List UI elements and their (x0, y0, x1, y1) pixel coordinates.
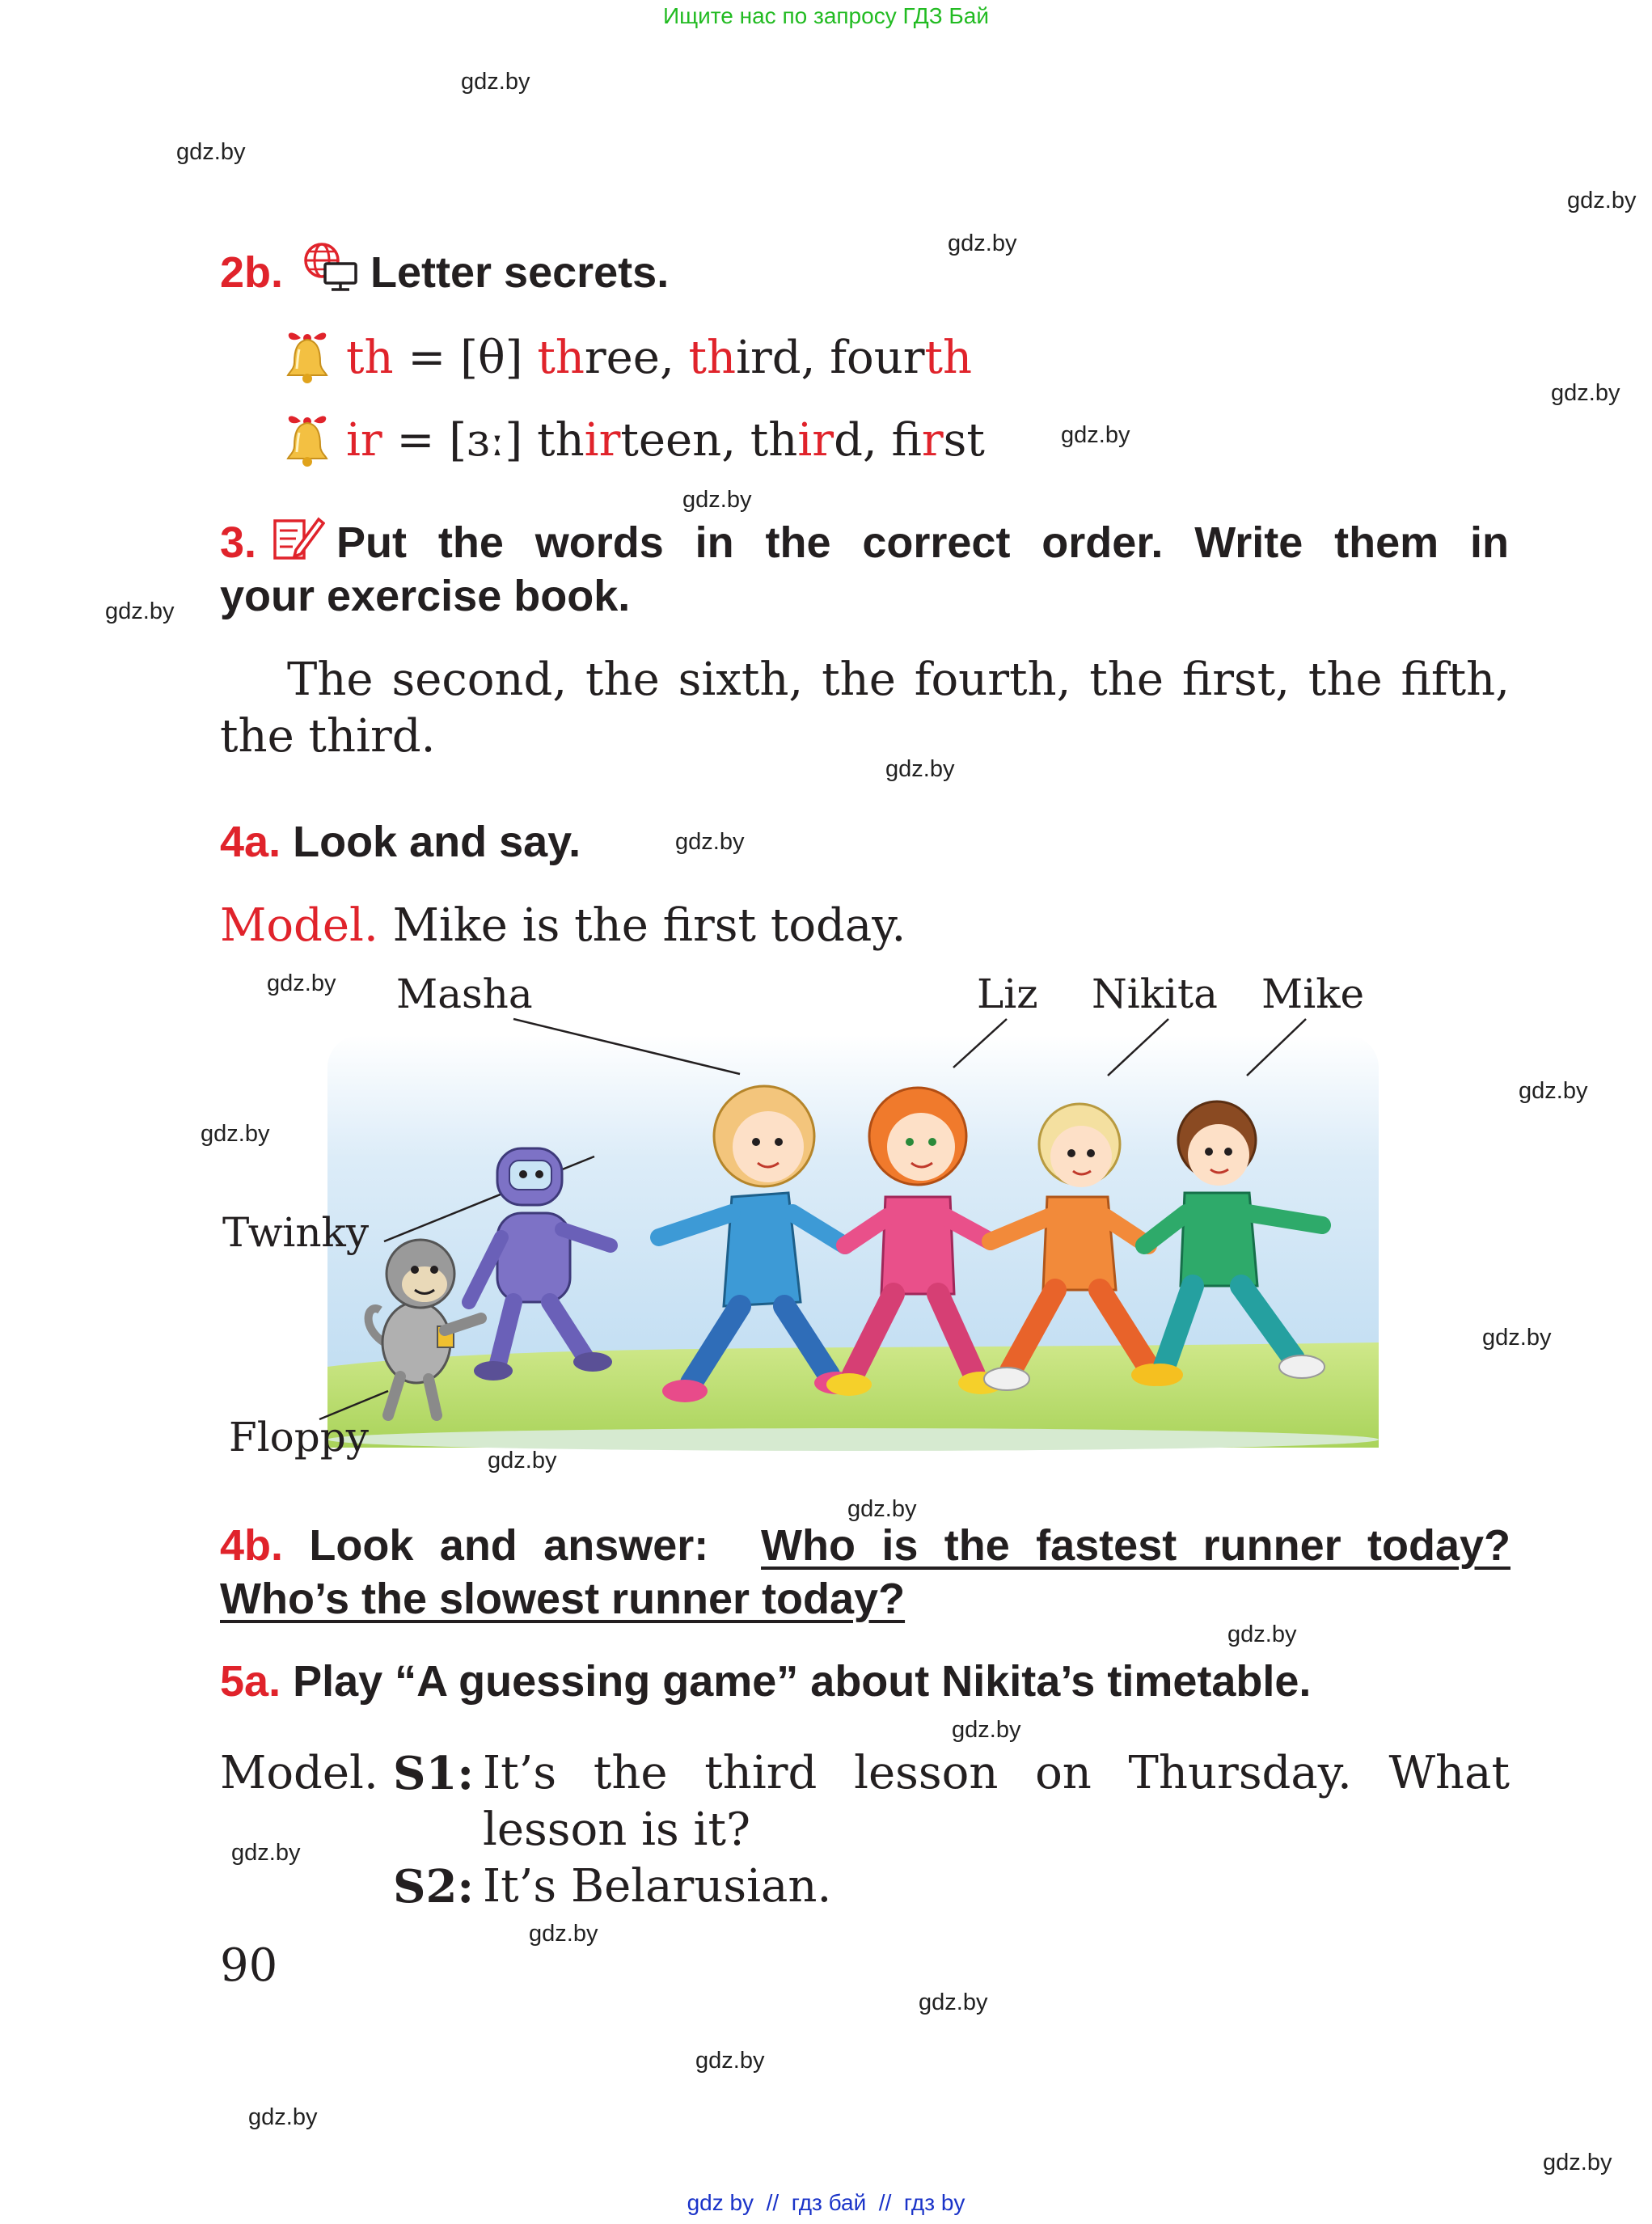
letters-highlight: th (537, 332, 585, 384)
exercise-number: 3. (220, 518, 257, 567)
exercise-3-text-line2: the third. (220, 710, 436, 763)
exercise-3-title-line1: Put the words in the correct order. Write them in (336, 518, 1509, 567)
watermark: gdz.by (461, 69, 530, 95)
s1-line1: It’s the third lesson on Thursday. What (483, 1747, 1510, 1799)
word-rest: ree, (584, 332, 689, 384)
watermark: gdz.by (885, 756, 955, 782)
watermark: gdz.by (1519, 1078, 1588, 1104)
exercise-4b-line2 (220, 1574, 905, 1624)
letter-rule-th (346, 332, 972, 384)
model-text: Mike is the first today. (378, 899, 906, 952)
exercise-4a-model (220, 899, 906, 952)
watermark: gdz.by (1551, 380, 1620, 406)
rule-phonetic: = [θ] (393, 332, 538, 384)
rule-symbol: th (346, 332, 394, 384)
word-rest: ird, (736, 332, 830, 384)
watermark: gdz.by (488, 1448, 557, 1474)
word-rest: th (537, 414, 585, 467)
exercise-4b-lead: Look and answer: (309, 1521, 735, 1570)
s1-line2: lesson is it? (483, 1803, 750, 1856)
exercise-number: 5a. (220, 1657, 281, 1706)
label-nikita: Nikita (1092, 970, 1218, 1017)
label-floppy: Floppy (229, 1414, 370, 1461)
rule-phonetic: = [ɜː] (382, 414, 538, 467)
word-rest: th (750, 414, 798, 467)
label-twinky: Twinky (222, 1209, 370, 1256)
speaker-s1: S1: (393, 1747, 475, 1800)
exercise-number: 4a. (220, 818, 281, 866)
exercise-5a-heading (220, 1656, 1311, 1706)
exercise-4a-title: Look and say. (293, 818, 581, 866)
top-banner[interactable]: Ищите нас по запросу ГДЗ Бай (662, 3, 990, 28)
exercise-3-title-line2: your exercise book. (220, 572, 631, 620)
model-label: Model. (220, 1747, 378, 1799)
watermark: gdz.by (1227, 1621, 1297, 1647)
rule-symbol: ir (346, 414, 382, 467)
watermark: gdz.by (1482, 1325, 1552, 1351)
question-fastest: Who is the fastest runner today? (761, 1521, 1510, 1570)
speaker-s2: S2: (393, 1860, 475, 1913)
watermark: gdz.by (847, 1496, 917, 1522)
letter-rule-ir (346, 414, 985, 467)
exercise-number: 4b. (220, 1521, 284, 1570)
exercise-2b-title: Letter secrets. (370, 248, 670, 297)
letters-highlight: ir (584, 414, 621, 467)
watermark: gdz.by (682, 487, 752, 513)
watermark: gdz.by (1543, 2150, 1612, 2175)
word-rest: d, (834, 414, 892, 467)
watermark: gdz.by (248, 2104, 318, 2130)
exercise-2b-heading (220, 247, 283, 298)
watermark: gdz.by (919, 1989, 988, 2015)
watermark: gdz.by (695, 2048, 765, 2074)
exercise-4b-heading (220, 1520, 1510, 1571)
exercise-number: 2b. (220, 248, 284, 297)
label-mike: Mike (1261, 970, 1365, 1017)
watermark: gdz.by (948, 230, 1017, 256)
watermark: gdz.by (1567, 188, 1637, 214)
watermark: gdz.by (267, 970, 336, 996)
word-rest: st (943, 414, 985, 467)
label-masha: Masha (396, 970, 533, 1017)
watermark: gdz.by (1061, 422, 1130, 448)
globe-computer-icon (301, 239, 359, 293)
watermark: gdz.by (529, 1921, 598, 1947)
watermark: gdz.by (176, 139, 246, 165)
label-liz: Liz (977, 970, 1038, 1017)
children-running-illustration (206, 962, 1419, 1480)
bell-icon (283, 325, 332, 387)
watermark: gdz.by (201, 1121, 270, 1147)
word-rest: four (830, 332, 925, 384)
letters-highlight: ir (797, 414, 834, 467)
letters-highlight: th (688, 332, 737, 384)
exercise-4a-heading (220, 817, 581, 867)
exercise-3-text-line1: The second, the sixth, the fourth, the first, the fifth, (287, 653, 1510, 706)
word-rest: f (891, 414, 922, 467)
letters-highlight: th (924, 332, 973, 384)
watermark: gdz.by (952, 1717, 1021, 1743)
exercise-3-heading (220, 518, 256, 568)
write-pencil-icon (272, 514, 325, 561)
question-slowest: Who’s the slowest runner today? (220, 1575, 906, 1623)
page-number: 90 (220, 1939, 278, 1992)
letters-highlight: ir (921, 414, 944, 467)
exercise-5a-title: Play “A guessing game” about Nikita’s timetable. (293, 1657, 1312, 1706)
s2-text: It’s Belarusian. (483, 1860, 832, 1913)
watermark: gdz.by (675, 829, 745, 855)
bell-icon (283, 408, 332, 470)
watermark: gdz.by (105, 598, 175, 624)
watermark: gdz.by (231, 1840, 301, 1866)
word-rest: teen, (620, 414, 750, 467)
model-label: Model. (220, 899, 378, 952)
bottom-banner[interactable]: gdz by // гдз бай // гдз by (687, 2190, 965, 2215)
